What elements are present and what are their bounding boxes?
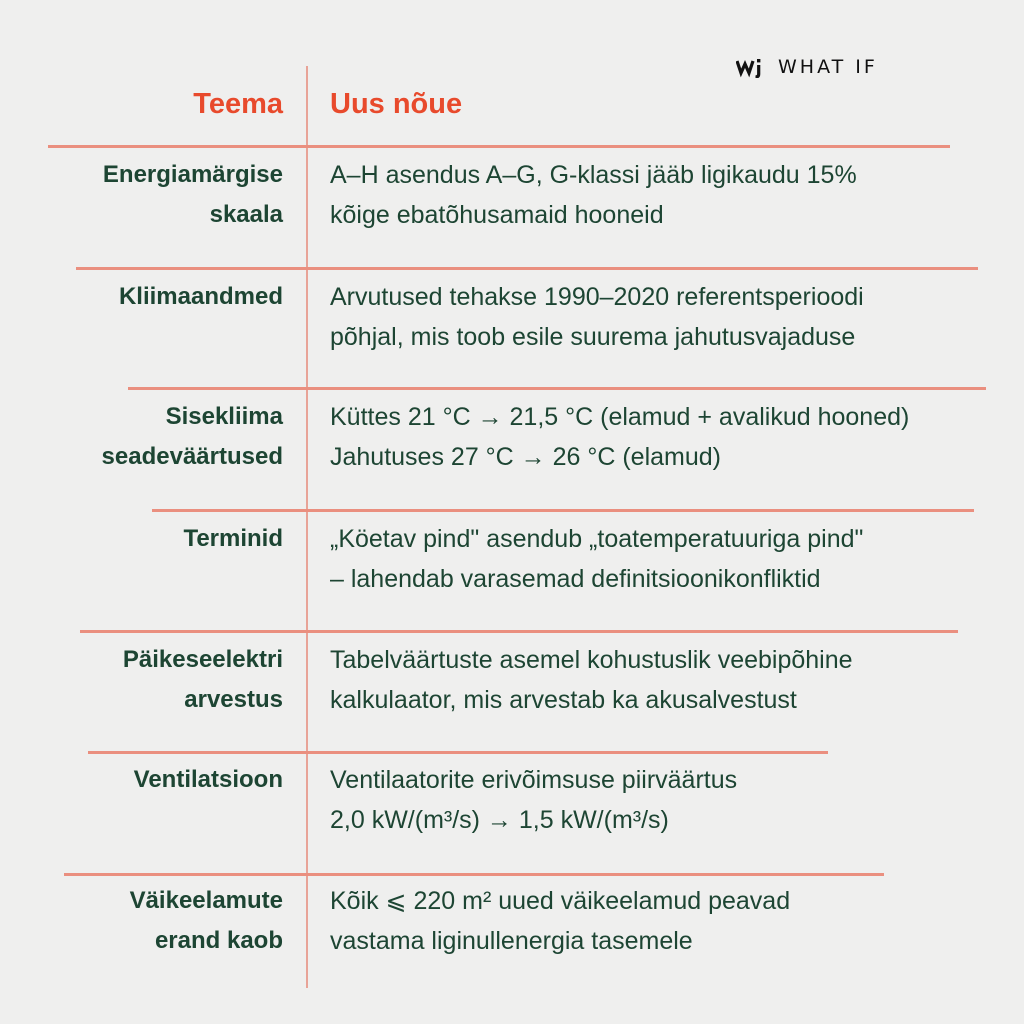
header-topic: Teema [193,88,283,120]
row-topic-terms: Terminid [183,525,283,552]
row-topic-climate-data: Kliimaandmed [118,283,283,310]
row-topic-energy-label: Energiamärgise skaala [102,161,283,228]
row-topic-ventilation: Ventilatsioon [133,766,283,793]
what-if-logo-icon [736,56,766,78]
row-divider [76,267,978,270]
header-requirement: Uus nõue [330,88,463,120]
row-requirement-climate-data: Arvutused tehakse 1990–2020 referentsperioodi põhjal, mis toob esile suurema jahutusvajaduse [330,283,864,351]
logo [736,54,878,80]
row-topic-solar: Päikeseelektri arvestus [122,646,283,713]
row-divider [48,145,950,148]
row-requirement-terms: „Köetav pind" asendub „toatemperatuuriga pind" – lahendab varasemad definitsioonikonfliktid [330,525,864,593]
row-requirement-small-houses: Kõik ⩽ 220 m² uued väikeelamud peavad vastama liginullenergia tasemele [330,887,791,955]
row-divider [80,630,958,633]
row-requirement-indoor-setpoints: Küttes 21 °C → 21,5 °C (elamud + avalikud hooned) Jahutuses 27 °C → 26 °C (elamud) [330,403,910,471]
column-divider [306,66,308,988]
logo-text: WHAT IF [778,56,878,78]
row-requirement-energy-label: A–H asendus A–G, G-klassi jääb ligikaudu 15% kõige ebatõhusamaid hooneid [330,161,857,229]
row-topic-small-houses: Väikeelamute erand kaob [129,887,283,954]
row-requirement-solar: Tabelväärtuste asemel kohustuslik veebipõhine kalkulaator, mis arvestab ka akusalvestust [330,646,853,714]
row-divider [64,873,884,876]
row-divider [128,387,986,390]
row-divider [152,509,974,512]
row-divider [88,751,828,754]
row-topic-indoor-setpoints: Sisekliima seadeväärtused [101,403,283,470]
row-requirement-ventilation: Ventilaatorite erivõimsuse piirväärtus 2,0 kW/(m³/s) → 1,5 kW/(m³/s) [330,766,738,834]
